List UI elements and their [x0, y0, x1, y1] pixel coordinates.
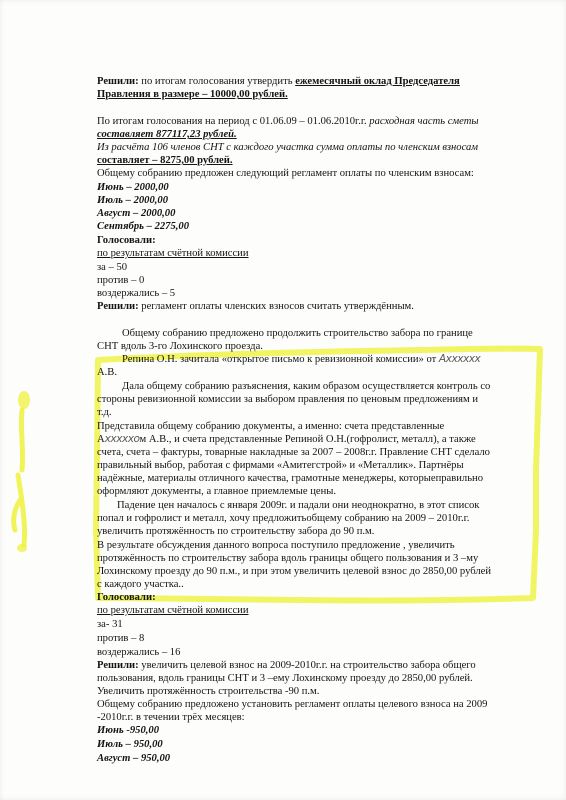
target-fee-july: Июль – 950,00 — [97, 739, 163, 750]
prices-line-2: попал и гофролист и металл, хочу предложитьобщему собранию на 2009 – 2010г.г. — [97, 513, 470, 524]
letter-text: Репина О.Н. зачитала «открытое письмо к ревизионной комиссии» от — [122, 354, 439, 365]
vote-2-for: за- 31 — [97, 619, 123, 630]
docs-line-1: Представила общему собранию документы, а именно: счета представленные — [97, 421, 445, 432]
decision-label: Решили: — [97, 301, 139, 312]
letter-initials: А.В. — [97, 367, 118, 378]
docs-line-6: оформляют документы, а главное приемлемые цены. — [97, 486, 337, 497]
vote-2-commission: по результатам счётной комиссии — [97, 605, 249, 616]
letter-line — [122, 353, 480, 366]
explain-line-1: Дала общему собранию разъяснения, каким образом осуществляется контроль со — [122, 381, 491, 392]
proposal-line-1: В результате обсуждения данного вопроса поступило предложение , увеличить — [97, 540, 455, 551]
decision-2-line-3: Увеличить протяжённость строительства -90 п.м. — [97, 686, 320, 697]
highlighter-dot-bottom — [17, 544, 27, 552]
fee-august: Август – 2000,00 — [97, 208, 176, 219]
target-fee-june: Июнь -950,00 — [97, 725, 160, 736]
vote-1-abstained: воздержались – 5 — [97, 288, 176, 299]
vote-1-commission: по результатам счётной комиссии — [97, 248, 249, 259]
docs-text: м А.В., и счета представленные Репиной О.Н.(гофролист, металл), а также — [139, 434, 476, 445]
highlighter-scribble — [14, 410, 25, 545]
decision-2-line-2: пользования, вдоль границы СНТ и 3 –ему Лохинскому проезду до 2850,00 рублей. — [97, 673, 473, 684]
decision-text: увеличить целевой взнос на 2009-2010г.г. на строительство забора общего — [138, 660, 476, 671]
docs-initial: А — [97, 434, 105, 445]
members-fee: составляет – 8275,00 рублей. — [97, 155, 233, 166]
vote-1-against: против – 0 — [97, 275, 145, 286]
explain-line-2: стороны ревизионной комиссии за выбором правления по ценовым предложениям и — [97, 394, 479, 405]
decision-label: Решили: — [97, 76, 139, 87]
target-fee-intro-2: -2010г.г. в течении трёх месяцев: — [97, 712, 245, 723]
fence-para-line-1: Общему собранию предложено продолжить строительство забора по границе — [122, 328, 473, 339]
decision-1-line-1 — [97, 75, 460, 88]
vote-2-abstained: воздержались – 16 — [97, 647, 181, 658]
vote-2-title: Голосовали: — [97, 592, 156, 603]
handwritten-surname-redaction: Аxxxxxх — [438, 353, 481, 365]
target-fee-intro-1: Общему собранию предложено установить регламент оплаты целевого взноса на 2009 — [97, 699, 488, 710]
fee-june: Июнь – 2000,00 — [97, 182, 169, 193]
fee-september: Сентябрь – 2275,00 — [97, 221, 189, 232]
budget-expense-part: расходная часть сметы — [369, 116, 479, 127]
decision-text: по итогам голосования утвердить — [138, 76, 296, 87]
salary-emphasis: ежемесячный оклад Председателя — [295, 76, 460, 87]
proposal-line-3: Лохинскому проезду до 90 п.м., и при этом увеличить целевой взнос до 2850,00 рублей — [97, 566, 492, 577]
fence-para-line-2: СНТ вдоль 3-го Лохинского проезда. — [97, 341, 263, 352]
proposal-line-4: с каждого участка.. — [97, 579, 184, 590]
decision-2-line-1 — [97, 659, 476, 672]
vote-1-title: Голосовали: — [97, 235, 156, 246]
fee-july: Июль – 2000,00 — [97, 195, 169, 206]
highlighter-dot-top — [18, 391, 30, 409]
target-fee-august: Август – 950,00 — [97, 753, 171, 764]
fee-schedule-intro: Общему собранию предложен следующий регламент оплаты по членским взносам: — [97, 168, 474, 179]
vote-1-for: за – 50 — [97, 262, 128, 273]
docs-line-5: надёжные, материалы отличного качества, грамотные менеджеры, которыеправильно — [97, 473, 484, 484]
decision-text: регламент оплаты членских взносов считать утверждённым. — [138, 301, 414, 312]
docs-line-2 — [97, 433, 476, 446]
prices-line-1: Падение цен началось с января 2009г. и падали они неоднократно, в этот список — [117, 500, 480, 511]
docs-line-3: счета, счета – фактуры, товарные накладные за 2007 – 2008г.г. Правление СНТ сделало — [97, 447, 490, 458]
budget-total: составляет 877117,23 рублей. — [97, 129, 237, 140]
explain-line-3: т.д. — [97, 407, 112, 418]
docs-line-4: правильный выбор, работая с фирмами «Амитегстрой» и «Металлик». Партнёры — [97, 460, 464, 471]
proposal-line-2: протяжённость по строительству забора вдоль границы общего пользования и 3 –му — [97, 553, 479, 564]
decision-label: Решили: — [97, 660, 139, 671]
budget-line-1 — [97, 115, 479, 128]
members-calc: Из расчёта 106 членов СНТ с каждого участка сумма оплаты по членским взносам — [97, 142, 479, 153]
decision-1-line-2: Правления в размере – 10000,00 рублей. — [97, 89, 288, 100]
handwritten-surname-redaction: xxxxxo — [104, 433, 140, 445]
vote-1-decision — [97, 300, 414, 313]
vote-2-against: против – 8 — [97, 633, 145, 644]
prices-line-3: увеличить протяжённость по строительству забора до 90 п.м. — [97, 526, 375, 537]
budget-period: По итогам голосования на период с 01.06.09 – 01.06.2010г.г. — [97, 116, 370, 127]
